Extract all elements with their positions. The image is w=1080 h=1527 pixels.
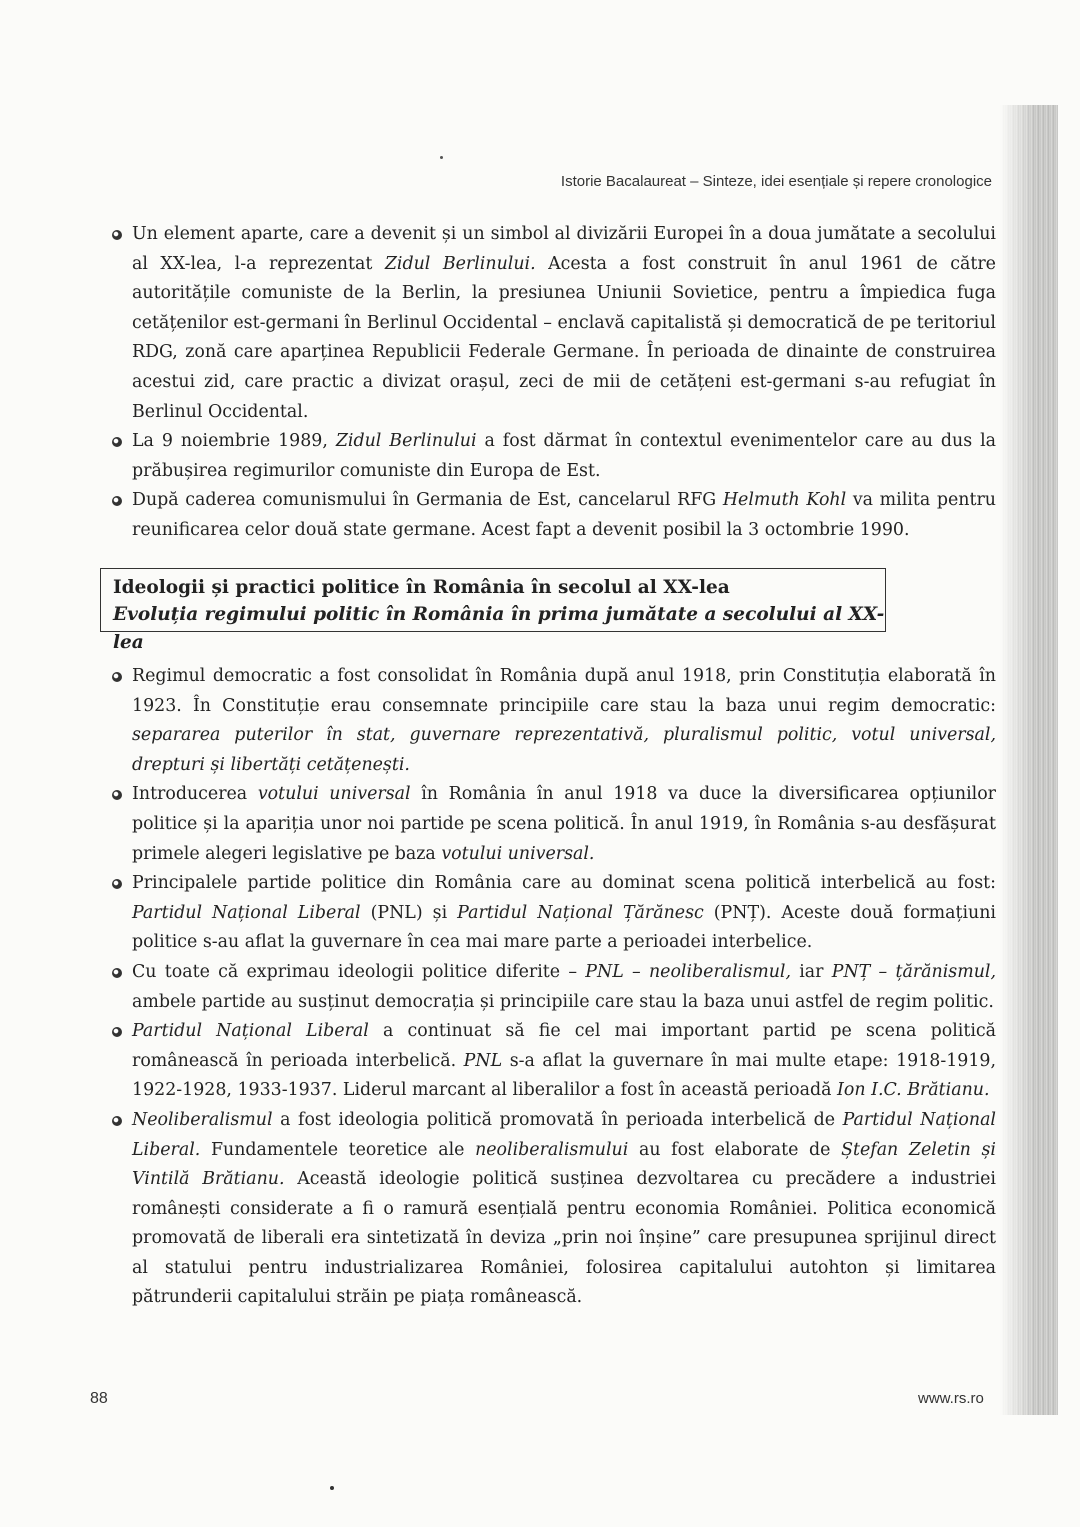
list-item: [110, 869, 996, 958]
text-segment: (PNȚ). Aceste două formațiuni politice s-au aflat la guvernare în cea mai mare parte a perioadei interbelice.: [132, 902, 996, 953]
italic-segment: Zidul Berlinului: [335, 431, 477, 452]
italic-segment: separarea puterilor în stat, guvernare reprezentativă, pluralismul politic, votul universal, drepturi și libertăți cetățenești.: [132, 725, 996, 775]
text-segment: Un element aparte, care a devenit și un simbol al divizării Europei în a doua jumătate a secolului al XX-lea, l-a reprezentat: [132, 224, 996, 274]
bullet-text: [132, 962, 996, 1012]
section-heading-box: [100, 568, 886, 653]
text-segment: iar: [790, 961, 832, 982]
italic-segment: Ștefan Zeletin și Vintilă Brătianu.: [132, 1139, 996, 1190]
section-subtitle: Evoluția regimului politic în România în prima jumătate a secolului al XX-lea: [113, 604, 885, 653]
list-item: [110, 662, 996, 780]
italic-segment: neoliberalismului: [475, 1139, 629, 1160]
text-segment: au fost elaborate de: [628, 1139, 842, 1160]
scan-edge-shadow: [1000, 105, 1058, 1415]
bullet-icon: [112, 790, 122, 800]
bullet-text: [132, 224, 996, 422]
website-link[interactable]: www.rs.ro: [918, 1390, 984, 1407]
text-segment: După caderea comunismului în Germania de Est, cancelarul RFG: [132, 490, 723, 511]
bullet-text: [132, 873, 996, 952]
text-segment: a fost ideologia politică promovată în perioada interbelică de: [272, 1109, 843, 1130]
text-segment: a continuat să fie cel mai important partid pe scena politică românească în perioada interbelică.: [132, 1021, 996, 1071]
list-item: [110, 1017, 996, 1106]
list-item: [110, 780, 996, 869]
main-bullet-list: [110, 662, 996, 1313]
text-segment: ambele partide au susținut democrația și principiile care stau la baza unui astfel de regim politic.: [132, 991, 994, 1012]
bullet-icon: [112, 968, 122, 978]
bullet-text: [132, 1110, 996, 1308]
page-number: 88: [90, 1390, 108, 1407]
list-item: [110, 958, 996, 1017]
bullet-text: [132, 1021, 996, 1100]
text-segment: Introducerea: [132, 784, 258, 805]
running-header: Istorie Bacalaureat – Sinteze, idei esențiale și repere cronologice: [560, 173, 992, 190]
text-segment: va milita pentru reunificarea celor două state germane. Acest fapt a devenit posibil la 3 octombrie 1990.: [132, 490, 996, 540]
italic-segment: votului universal.: [441, 843, 595, 864]
italic-segment: Neoliberalismul: [132, 1109, 273, 1130]
italic-segment: Partidul Național Liberal.: [132, 1109, 996, 1160]
top-bullet-list: [110, 220, 996, 546]
text-segment: a fost dărmat în contextul evenimentelor care au dus la prăbușirea regimurilor comuniste din Europa de Est.: [132, 431, 996, 481]
bullet-text: [132, 490, 996, 540]
italic-segment: Partidul Național Liberal: [132, 1021, 369, 1042]
bullet-icon: [112, 1027, 122, 1037]
text-segment: Principalele partide politice din România care au dominat scena politică interbelică au fost:: [132, 873, 996, 894]
list-item: [110, 427, 996, 486]
bullet-text: [132, 431, 996, 481]
scan-speck: [440, 156, 443, 159]
italic-segment: Zidul Berlinului.: [384, 253, 536, 274]
text-segment: (PNL) și: [360, 902, 458, 923]
section-title: Ideologii și practici politice în România în secolul al XX-lea: [113, 577, 730, 598]
italic-segment: Partidul Național Țărănesc: [457, 902, 704, 923]
text-segment: s-a aflat la guvernare în mai multe etape: 1918-1919, 1922-1928, 1933-1937. Liderul marcant al liberalilor a fost în această perioadă: [132, 1050, 996, 1101]
italic-segment: Helmuth Kohl: [722, 490, 847, 511]
scan-speck: [330, 1486, 334, 1490]
text-segment: La 9 noiembrie 1989,: [132, 431, 336, 452]
bullet-icon: [112, 1116, 122, 1126]
italic-segment: PNL: [463, 1050, 503, 1071]
list-item: [110, 1106, 996, 1313]
text-segment: Regimul democratic a fost consolidat în România după anul 1918, prin Constituția elaborată în 1923. În Constituție erau consemnate principiile care stau la baza unui regim democratic:: [132, 666, 996, 716]
bullet-text: [132, 666, 996, 775]
italic-segment: Partidul Național Liberal: [132, 902, 361, 923]
text-segment: Cu toate că exprimau ideologii politice diferite –: [132, 961, 586, 982]
italic-segment: PNȚ – țărănismul,: [831, 961, 996, 982]
italic-segment: Ion I.C. Brătianu.: [837, 1080, 990, 1101]
bullet-icon: [112, 437, 122, 447]
bullet-icon: [112, 879, 122, 889]
bullet-text: [132, 784, 996, 863]
text-segment: Această ideologie politică susținea dezvoltarea cu precădere a industriei românești considerate a fi o ramură esențială pentru economia României. Politica economică promovată de liberali era sintetizată în deviza „prin noi înșine” care presupunea sprijinul direct al statului pentru industrializarea României, folosirea capitalului autohton și limitarea pătrunderii capitalului străin pe piața românească.: [132, 1169, 996, 1308]
bullet-icon: [112, 230, 122, 240]
text-segment: Fundamentele teoretice ale: [200, 1139, 476, 1160]
text-segment: în România în anul 1918 va duce la diversificarea opțiunilor politice și la apariția unor noi partide pe scena politică. În anul 1919, în România s-au desfășurat primele alegeri legislative pe baza: [132, 784, 996, 864]
bullet-icon: [112, 672, 122, 682]
list-item: [110, 486, 996, 545]
list-item: [110, 220, 996, 427]
italic-segment: PNL – neoliberalismul,: [585, 961, 791, 982]
italic-segment: votului universal: [257, 784, 411, 805]
text-segment: Acesta a fost construit în anul 1961 de către autoritățile comuniste de la Berlin, la presiunea Uniunii Sovietice, pentru a împiedica fuga cetățenilor est-germani în Berlinul Occidental – enclavă capitalistă și democratică de pe teritoriul RDG, zonă care aparținea Republicii Federale Germane. În perioada de dinainte de construirea acestui zid, care practic a divizat orașul, zeci de mii de cetățeni est-germani s-au refugiat în Berlinul Occidental.: [132, 253, 996, 422]
bullet-icon: [112, 496, 122, 506]
